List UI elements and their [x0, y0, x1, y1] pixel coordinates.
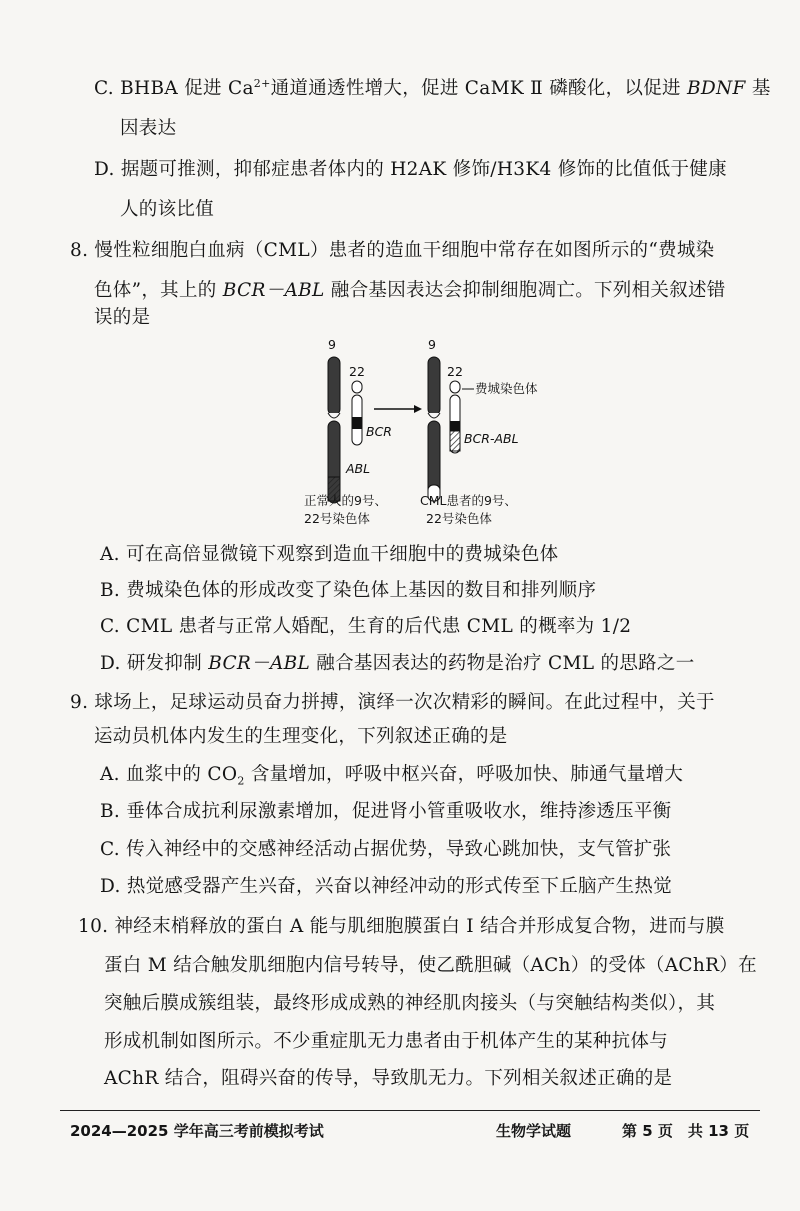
label-philadelphia: 费城染色体	[475, 381, 538, 396]
q8-stem: 8. 慢性粒细胞白血病（CML）患者的造血干细胞中常存在如图所示的“费城染	[70, 240, 715, 261]
footer-divider	[60, 1110, 760, 1111]
q9-stem: 9. 球场上，足球运动员奋力拼搏，演绎一次次精彩的瞬间。在此过程中，关于	[70, 692, 715, 713]
chromosome-9-cml	[428, 357, 440, 501]
q7-option-d-cont: 人的该比值	[120, 199, 215, 220]
q7-option-c: C. BHBA 促进 $Ca^{2+}$通道通透性增大，促进 CaMK Ⅱ 磷酸化，以促进 BDNF 基	[94, 76, 771, 99]
q7-option-d: D. 据题可推测，抑郁症患者体内的 H2AK 修饰/H3K4 修饰的比值低于健康	[94, 159, 727, 180]
label-22-right: 22	[447, 364, 463, 379]
q8-option-b: B. 费城染色体的形成改变了染色体上基因的数目和排列顺序	[100, 580, 597, 601]
philadelphia-chromosome	[450, 381, 460, 453]
q10-stem-2: 蛋白 M 结合触发肌细胞内信号转导，使乙酰胆碱（ACh）的受体（AChR）在	[104, 955, 757, 976]
q9-option-a: A. 血浆中的 $CO_2$ 含量增加，呼吸中枢兴奋，呼吸加快、肺通气量增大	[100, 764, 684, 788]
arrow-head	[414, 405, 422, 413]
q8-stem-cont: 色体”，其上的 BCR－ABL 融合基因表达会抑制细胞凋亡。下列相关叙述错	[94, 280, 726, 301]
q10-stem: 10. 神经末梢释放的蛋白 A 能与肌细胞膜蛋白 I 结合并形成复合物，进而与膜	[78, 916, 725, 937]
footer-page-number: 第 5 页 共 13 页	[622, 1122, 750, 1140]
chromosome-22-normal	[352, 381, 362, 445]
chromosome-9-normal	[328, 357, 340, 503]
label-bcr: BCR	[366, 424, 392, 439]
caption-left-1: 正常人的9号、	[304, 493, 387, 508]
label-abl: ABL	[346, 461, 371, 476]
q8-option-a: A. 可在高倍显微镜下观察到造血干细胞中的费城染色体	[100, 544, 559, 565]
footer-exam-title: 2024—2025 学年高三考前模拟考试	[70, 1122, 324, 1140]
caption-right-1: CML患者的9号、	[420, 493, 517, 508]
q8-option-d: D. 研发抑制 BCR－ABL 融合基因表达的药物是治疗 CML 的思路之一	[100, 653, 695, 674]
q10-stem-4: 形成机制如图所示。不少重症肌无力患者由于机体产生的某种抗体与	[104, 1031, 669, 1052]
q8-option-c: C. CML 患者与正常人婚配，生育的后代患 CML 的概率为 1/2	[100, 616, 632, 637]
q8-stem-end: 误的是	[94, 307, 151, 328]
label-9-left: 9	[328, 337, 336, 352]
q9-option-c: C. 传入神经中的交感神经活动占据优势，导致心跳加快，支气管扩张	[100, 839, 672, 860]
q9-option-d: D. 热觉感受器产生兴奋，兴奋以神经冲动的形式传至下丘脑产生热觉	[100, 876, 673, 897]
caption-left-2: 22号染色体	[304, 511, 370, 526]
q10-stem-3: 突触后膜成簇组装，最终形成成熟的神经肌肉接头（与突触结构类似），其	[104, 993, 716, 1014]
footer-subject: 生物学试题	[496, 1122, 572, 1140]
label-22-left: 22	[349, 364, 365, 379]
chromosome-figure	[290, 335, 590, 530]
caption-right-2: 22号染色体	[426, 511, 492, 526]
q7-option-c-cont: 因表达	[120, 118, 177, 139]
label-bcr-abl: BCR-ABL	[464, 431, 519, 446]
q10-stem-5: AChR 结合，阻碍兴奋的传导，导致肌无力。下列相关叙述正确的是	[104, 1068, 673, 1089]
q9-option-b: B. 垂体合成抗利尿激素增加，促进肾小管重吸收水，维持渗透压平衡	[100, 801, 672, 822]
label-9-right: 9	[428, 337, 436, 352]
q9-stem-cont: 运动员机体内发生的生理变化，下列叙述正确的是	[94, 726, 508, 747]
